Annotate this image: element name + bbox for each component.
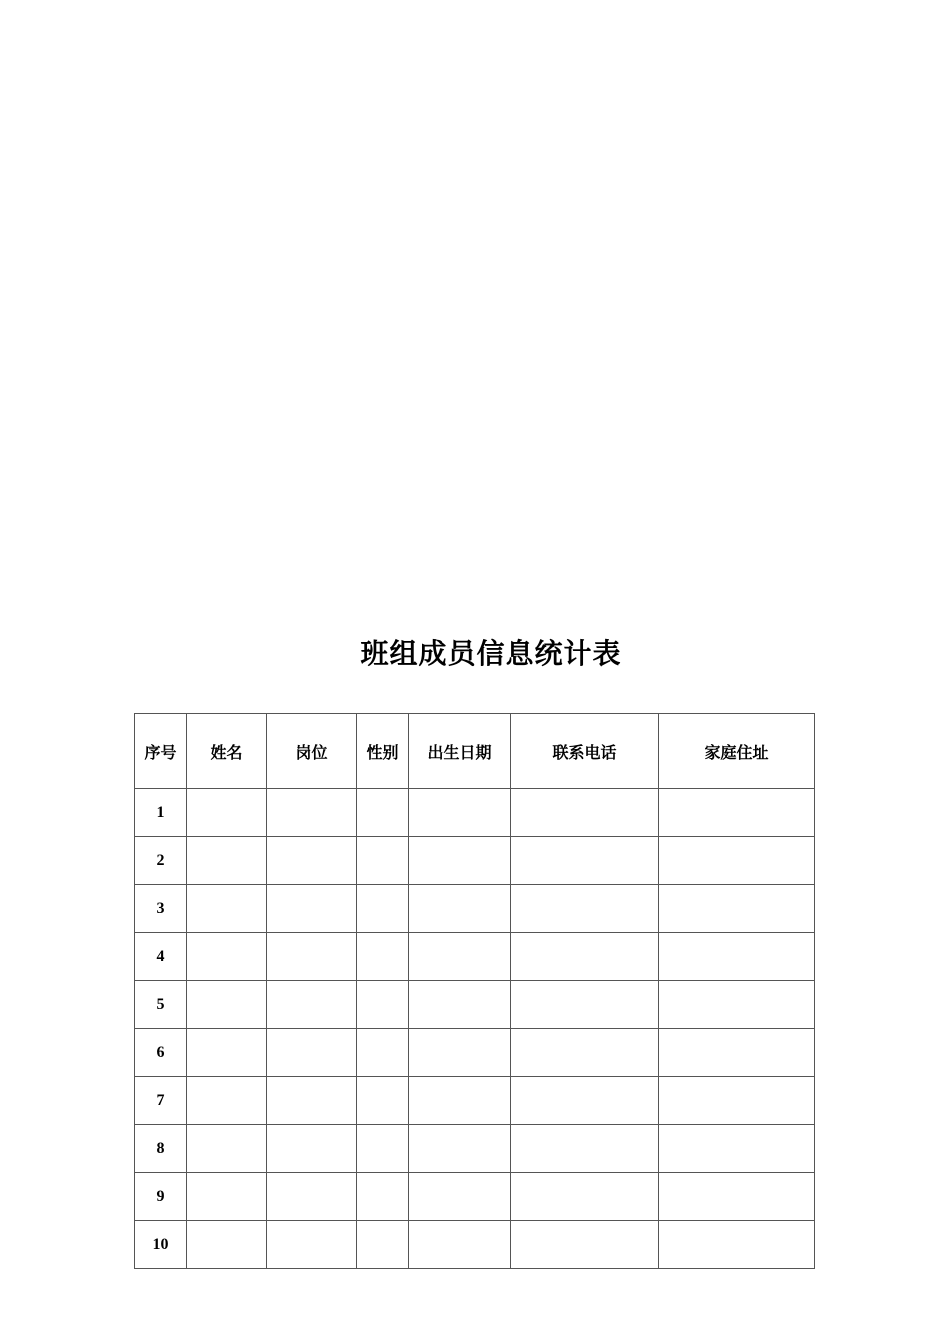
position-cell[interactable] — [267, 1029, 357, 1077]
position-cell[interactable] — [267, 1077, 357, 1125]
address-cell[interactable] — [659, 1173, 815, 1221]
header-gender: 性别 — [357, 714, 409, 789]
row-index: 4 — [135, 933, 187, 981]
name-cell[interactable] — [187, 837, 267, 885]
gender-cell[interactable] — [357, 1077, 409, 1125]
position-cell[interactable] — [267, 885, 357, 933]
header-index: 序号 — [135, 714, 187, 789]
birth-date-cell[interactable] — [409, 1077, 511, 1125]
row-index: 7 — [135, 1077, 187, 1125]
phone-cell[interactable] — [511, 1029, 659, 1077]
header-name: 姓名 — [187, 714, 267, 789]
header-birth-date: 出生日期 — [409, 714, 511, 789]
gender-cell[interactable] — [357, 1029, 409, 1077]
birth-date-cell[interactable] — [409, 1221, 511, 1269]
phone-cell[interactable] — [511, 933, 659, 981]
position-cell[interactable] — [267, 1173, 357, 1221]
name-cell[interactable] — [187, 885, 267, 933]
address-cell[interactable] — [659, 1029, 815, 1077]
birth-date-cell[interactable] — [409, 789, 511, 837]
table-row — [135, 1173, 815, 1221]
birth-date-cell[interactable] — [409, 1173, 511, 1221]
address-cell[interactable] — [659, 981, 815, 1029]
position-cell[interactable] — [267, 837, 357, 885]
name-cell[interactable] — [187, 1029, 267, 1077]
table-row — [135, 933, 815, 981]
position-cell[interactable] — [267, 1221, 357, 1269]
address-cell[interactable] — [659, 789, 815, 837]
address-cell[interactable] — [659, 885, 815, 933]
phone-cell[interactable] — [511, 981, 659, 1029]
row-index: 2 — [135, 837, 187, 885]
gender-cell[interactable] — [357, 1173, 409, 1221]
row-index: 5 — [135, 981, 187, 1029]
gender-cell[interactable] — [357, 933, 409, 981]
phone-cell[interactable] — [511, 1125, 659, 1173]
address-cell[interactable] — [659, 1077, 815, 1125]
document-title: 班组成员信息统计表 — [360, 637, 622, 670]
position-cell[interactable] — [267, 1125, 357, 1173]
table-row — [135, 1077, 815, 1125]
table-row — [135, 885, 815, 933]
name-cell[interactable] — [187, 1125, 267, 1173]
header-address: 家庭住址 — [659, 714, 815, 789]
name-cell[interactable] — [187, 1077, 267, 1125]
name-cell[interactable] — [187, 1221, 267, 1269]
phone-cell[interactable] — [511, 885, 659, 933]
birth-date-cell[interactable] — [409, 1029, 511, 1077]
row-index: 1 — [135, 789, 187, 837]
table-row — [135, 789, 815, 837]
phone-cell[interactable] — [511, 837, 659, 885]
table-row — [135, 981, 815, 1029]
name-cell[interactable] — [187, 933, 267, 981]
birth-date-cell[interactable] — [409, 933, 511, 981]
gender-cell[interactable] — [357, 789, 409, 837]
gender-cell[interactable] — [357, 981, 409, 1029]
table-row — [135, 1221, 815, 1269]
row-index: 9 — [135, 1173, 187, 1221]
address-cell[interactable] — [659, 1221, 815, 1269]
phone-cell[interactable] — [511, 1173, 659, 1221]
gender-cell[interactable] — [357, 1125, 409, 1173]
phone-cell[interactable] — [511, 1077, 659, 1125]
birth-date-cell[interactable] — [409, 885, 511, 933]
address-cell[interactable] — [659, 933, 815, 981]
address-cell[interactable] — [659, 837, 815, 885]
member-info-table — [134, 713, 815, 1269]
phone-cell[interactable] — [511, 1221, 659, 1269]
row-index: 8 — [135, 1125, 187, 1173]
position-cell[interactable] — [267, 981, 357, 1029]
table-row — [135, 1029, 815, 1077]
birth-date-cell[interactable] — [409, 981, 511, 1029]
gender-cell[interactable] — [357, 837, 409, 885]
name-cell[interactable] — [187, 1173, 267, 1221]
phone-cell[interactable] — [511, 789, 659, 837]
header-position: 岗位 — [267, 714, 357, 789]
name-cell[interactable] — [187, 789, 267, 837]
row-index: 6 — [135, 1029, 187, 1077]
table-row — [135, 837, 815, 885]
name-cell[interactable] — [187, 981, 267, 1029]
row-index: 3 — [135, 885, 187, 933]
gender-cell[interactable] — [357, 1221, 409, 1269]
row-index: 10 — [135, 1221, 187, 1269]
birth-date-cell[interactable] — [409, 1125, 511, 1173]
position-cell[interactable] — [267, 933, 357, 981]
position-cell[interactable] — [267, 789, 357, 837]
birth-date-cell[interactable] — [409, 837, 511, 885]
gender-cell[interactable] — [357, 885, 409, 933]
table-row — [135, 1125, 815, 1173]
table-header-row — [135, 714, 815, 789]
address-cell[interactable] — [659, 1125, 815, 1173]
header-phone: 联系电话 — [511, 714, 659, 789]
